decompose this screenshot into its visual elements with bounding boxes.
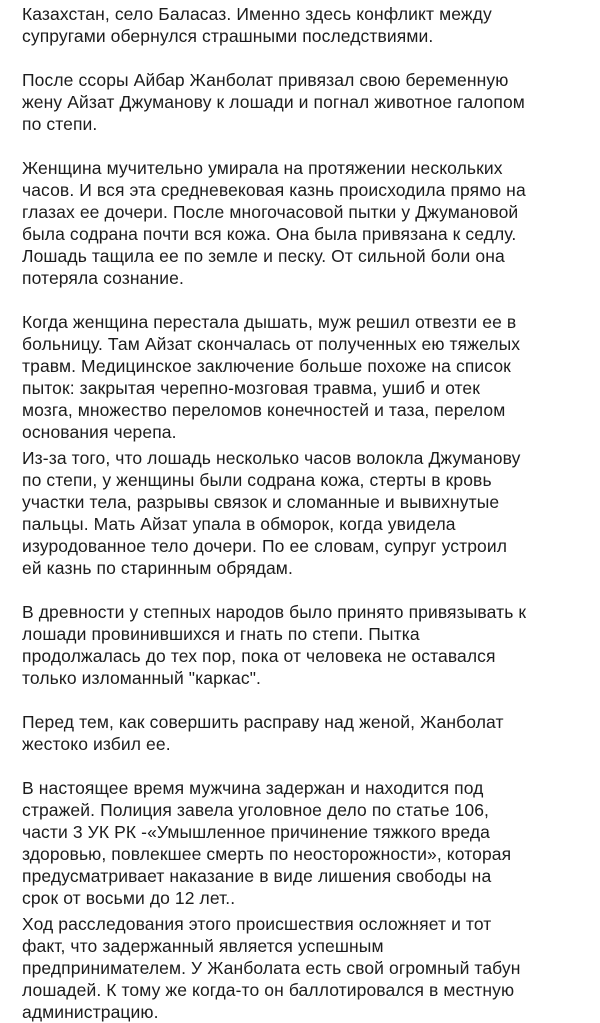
paragraph-tradition: В древности у степных народов было принято привязывать к лошади провинившихся и гнать по степи. Пытка продолжалась до тех пор, пока от человека не оставался только изломанный "каркас". (22, 602, 527, 688)
article-body (22, 0, 582, 1023)
paragraph-injuries: Из-за того, что лошадь несколько часов волокла Джуманову по степи, у женщины были содрана кожа, стерты в кровь участки тела, разрывы связок и сломанные и вывихнутые пальцы. Мать Айзат упала в обморок, когда увидела изуродованное тело дочери. По ее словам, супруг устроил ей казнь по старинным обрядам. (22, 448, 521, 578)
paragraph-investigation: Ход расследования этого происшествия осложняет и тот факт, что задержанный является успешным предпринимателем. У Жанболата есть свой огромный табун лошадей. К тому же когда-то он баллотировался в местную администрацию. (22, 914, 521, 1022)
paragraph-detention: В настоящее время мужчина задержан и находится под стражей. Полиция завела уголовное дело по статье 106, части 3 УК РК -«Умышленное причинение тяжкого вреда здоровью, повлекшее смерть по неосторожности», которая предусматривает наказание в виде лишения свободы на срок от восьми до 12 лет.. (22, 778, 512, 908)
paragraph-quarrel: После ссоры Айбар Жанболат привязал свою беременную жену Айзат Джуманову к лошади и погнал животное галопом по степи. (22, 70, 525, 134)
paragraph-intro: Казахстан, село Баласаз. Именно здесь конфликт между супругами обернулся страшными последствиями. (22, 4, 492, 46)
paragraph-suffering: Женщина мучительно умирала на протяжении нескольких часов. И вся эта средневековая казнь происходила прямо на глазах ее дочери. После многочасовой пытки у Джумановой была содрана почти вся кожа. Она была привязана к седлу. Лошадь тащила ее по земле и песку. От сильной боли она потеряла сознание. (22, 158, 526, 288)
paragraph-hospital: Когда женщина перестала дышать, муж решил отвезти ее в больницу. Там Айзат скончалась от полученных ею тяжелых травм. Медицинское заключение больше похоже на список пыток: закрытая черепно-мозговая травма, ушиб и отек мозга, множество переломов конечностей и таза, перелом основания черепа. (22, 312, 521, 442)
paragraph-beating: Перед тем, как совершить расправу над женой, Жанболат жестоко избил ее. (22, 712, 504, 754)
